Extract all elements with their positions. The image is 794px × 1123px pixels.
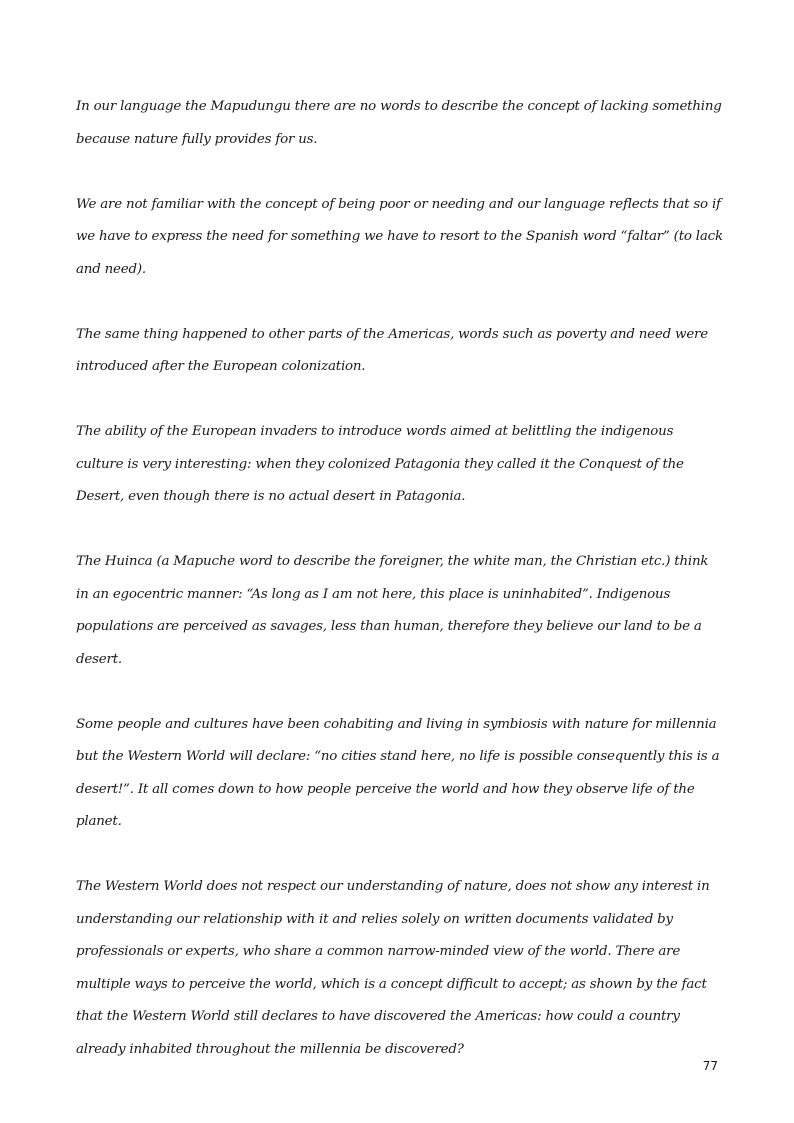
page-number: 77 bbox=[702, 1059, 718, 1073]
paragraph-5: The Huinca (a Mapuche word to describe the foreigner, the white man, the Christian etc.) think in an egocentric manner: “As long as I am not here, this place is uninhabited”. Indigenous populations are perceived as savages, less than human, therefore they believe our land to be a desert. bbox=[76, 554, 709, 667]
body-text bbox=[76, 91, 724, 1066]
paragraph-6: Some people and cultures have been cohabiting and living in symbiosis with nature for millennia but the Western World will declare: “no cities stand here, no life is possible consequently this is a desert!”. It all comes down to how people perceive the world and how they observe life of the planet. bbox=[76, 716, 720, 829]
paragraph-2: We are not familiar with the concept of being poor or needing and our language reflects that so if we have to express the need for something we have to resort to the Spanish word “faltar” (to lack and need). bbox=[76, 196, 723, 277]
paragraph-1: In our language the Mapudungu there are no words to describe the concept of lacking something because nature fully provides for us. bbox=[76, 99, 722, 147]
paragraph-3: The same thing happened to other parts of the Americas, words such as poverty and need were introduced after the European colonization. bbox=[76, 326, 708, 374]
paragraph-4: The ability of the European invaders to introduce words aimed at belittling the indigenous culture is very interesting: when they colonized Patagonia they called it the Conquest of the Desert, even though there is no actual desert in Patagonia. bbox=[76, 424, 684, 504]
paragraph-7: The Western World does not respect our understanding of nature, does not show any interest in understanding our relationship with it and relies solely on written documents validated by professionals or experts, who share a common narrow-minded view of the world. There are multiple ways to perceive the world, which is a concept difficult to accept; as shown by the fact that the Western World still declares to have discovered the Americas: how could a country already inhabited throughout the millennia be discovered? bbox=[76, 879, 710, 1057]
